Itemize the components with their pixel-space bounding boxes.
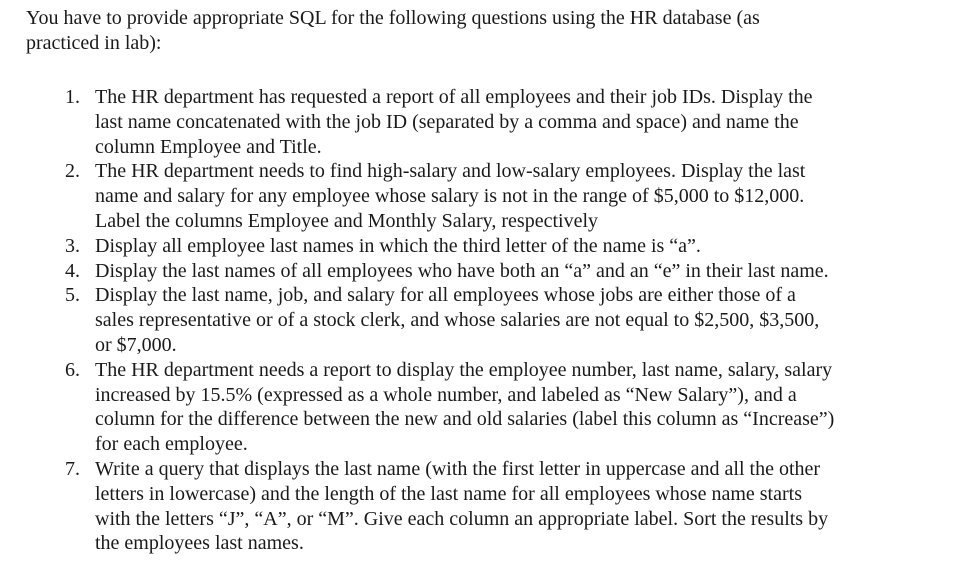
question-line: with the letters “J”, “A”, or “M”. Give each column an appropriate label. Sort the results by bbox=[95, 507, 829, 530]
question-number: 3. bbox=[65, 234, 80, 257]
question-line: sales representative or of a stock clerk, and whose salaries are not equal to $2,500, $3,500, bbox=[95, 309, 820, 332]
question-line: column Employee and Title. bbox=[95, 135, 322, 158]
intro-line: practiced in lab): bbox=[26, 32, 162, 54]
question-line: The HR department needs a report to display the employee number, last name, salary, salary bbox=[95, 358, 833, 381]
question-line: Display all employee last names in which the third letter of the name is “a”. bbox=[95, 234, 701, 257]
question-item-4 bbox=[26, 259, 956, 284]
question-item-3 bbox=[26, 234, 956, 259]
question-number: 1. bbox=[65, 86, 80, 108]
question-item-5 bbox=[26, 283, 956, 357]
question-line: last name concatenated with the job ID (separated by a comma and space) and name the bbox=[95, 110, 799, 133]
intro-line: You have to provide appropriate SQL for the following questions using the HR database (as bbox=[26, 7, 760, 29]
question-line: name and salary for any employee whose salary is not in the range of $5,000 to $12,000. bbox=[95, 185, 805, 208]
question-list bbox=[26, 85, 956, 556]
question-line: letters in lowercase) and the length of the last name for all employees whose name starts bbox=[95, 482, 802, 505]
question-item-6 bbox=[26, 358, 956, 457]
question-line: Display the last name, job, and salary for all employees whose jobs are either those of a bbox=[95, 284, 796, 307]
question-line: increased by 15.5% (expressed as a whole number, and labeled as “New Salary”), and a bbox=[95, 383, 797, 406]
document-page bbox=[26, 6, 956, 556]
question-number: 5. bbox=[65, 284, 80, 307]
question-number: 2. bbox=[65, 160, 80, 183]
question-line: the employees last names. bbox=[95, 532, 304, 555]
question-item-7 bbox=[26, 457, 956, 556]
question-line: or $7,000. bbox=[95, 333, 177, 356]
question-line: Display the last names of all employees who have both an “a” and an “e” in their last name. bbox=[95, 259, 829, 282]
question-number: 6. bbox=[65, 358, 80, 381]
question-line: Label the columns Employee and Monthly Salary, respectively bbox=[95, 209, 599, 232]
question-line: The HR department needs to find high-salary and low-salary employees. Display the last bbox=[95, 160, 806, 183]
question-number: 4. bbox=[65, 259, 80, 282]
question-line: Write a query that displays the last name (with the first letter in uppercase and all the other bbox=[95, 457, 821, 480]
question-line: for each employee. bbox=[95, 433, 248, 456]
question-item-1 bbox=[26, 85, 956, 159]
question-item-2 bbox=[26, 159, 956, 233]
question-line: column for the difference between the new and old salaries (label this column as “Increase”) bbox=[95, 408, 835, 431]
question-line: The HR department has requested a report of all employees and their job IDs. Display the bbox=[95, 86, 813, 108]
question-number: 7. bbox=[65, 457, 80, 480]
intro-paragraph bbox=[26, 6, 956, 56]
